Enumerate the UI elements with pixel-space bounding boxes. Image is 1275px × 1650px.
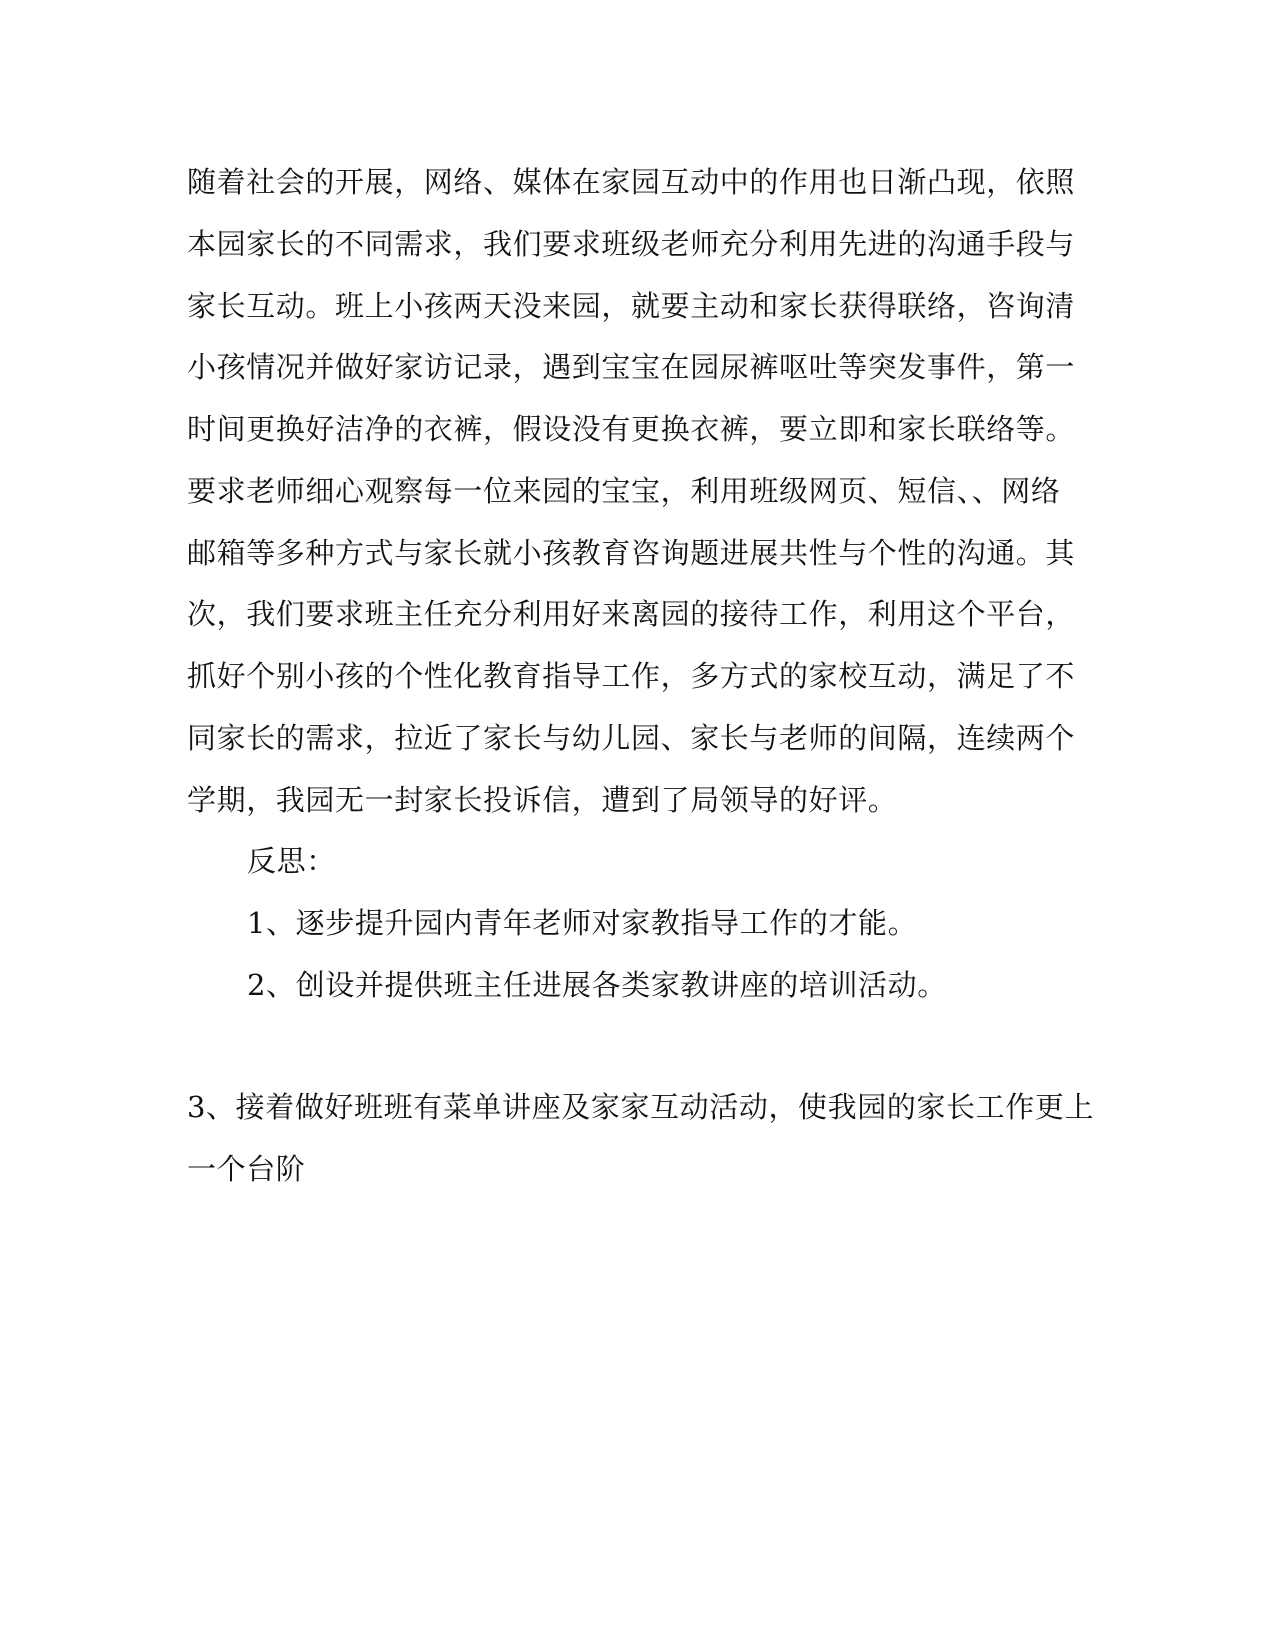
- body-text-line: 本园家长的不同需求，我们要求班级老师充分利用先进的沟通手段与: [187, 227, 1076, 261]
- body-text-line: 小孩情况并做好家访记录，遇到宝宝在园尿裤呕吐等突发事件，第一: [187, 350, 1076, 384]
- body-text-line: 同家长的需求，拉近了家长与幼儿园、家长与老师的间隔，连续两个: [187, 721, 1076, 755]
- body-text-line: 随着社会的开展，网络、媒体在家园互动中的作用也日渐凸现，依照: [187, 165, 1076, 199]
- body-text-line: 邮箱等多种方式与家长就小孩教育咨询题进展共性与个性的沟通。其: [187, 536, 1076, 570]
- final-item-line: 一个台阶: [187, 1152, 306, 1186]
- body-text-line: 要求老师细心观察每一位来园的宝宝，利用班级网页、短信、、网络: [187, 474, 1061, 508]
- reflection-item: 2、创设并提供班主任进展各类家教讲座的培训活动。: [247, 968, 947, 1002]
- reflection-item: 1、逐步提升园内青年老师对家教指导工作的才能。: [247, 906, 918, 940]
- body-text-line: 次，我们要求班主任充分利用好来离园的接待工作，利用这个平台，: [187, 597, 1076, 631]
- reflection-heading: 反思：: [247, 844, 336, 878]
- body-text-line: 学期，我园无一封家长投诉信，遭到了局领导的好评。: [187, 783, 898, 817]
- body-text-line: 抓好个别小孩的个性化教育指导工作，多方式的家校互动，满足了不: [187, 659, 1076, 693]
- body-text-line: 时间更换好洁净的衣裤，假设没有更换衣裤，要立即和家长联络等。: [187, 412, 1076, 446]
- final-item-line: 3、接着做好班班有菜单讲座及家家互动活动，使我园的家长工作更上: [187, 1090, 1095, 1124]
- body-text-line: 家长互动。班上小孩两天没来园，就要主动和家长获得联络，咨询清: [187, 289, 1076, 323]
